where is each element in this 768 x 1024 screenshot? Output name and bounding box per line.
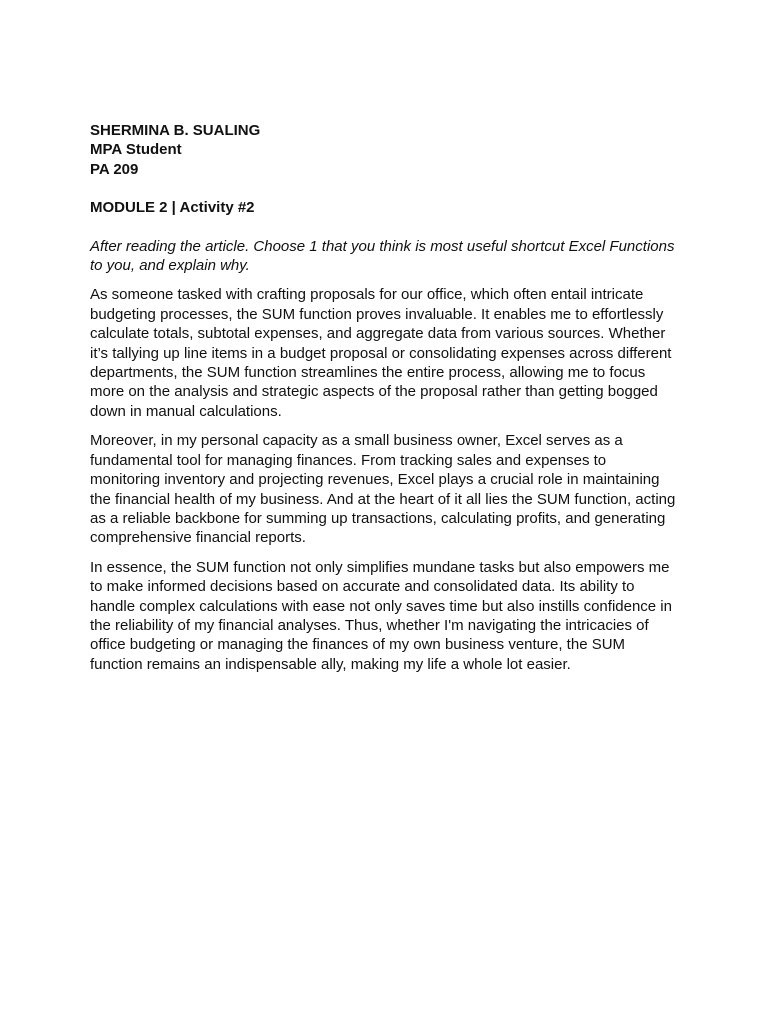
body-paragraph-1: As someone tasked with crafting proposals for our office, which often entail intricate budgeting processes, the SUM function proves invaluable. It enables me to effortlessly calculate totals, subtotal expenses, and aggregate data from various sources. Whether it’s tallying up line items in a budget proposal or consolidating expenses across different departments, the SUM function streamlines the entire process, allowing me to focus more on the analysis and strategic aspects of the proposal rather than getting bogged down in manual calculations. [90, 286, 672, 420]
course-code: PA 209 [90, 160, 139, 178]
activity-prompt: After reading the article. Choose 1 that you think is most useful shortcut Excel Functions to you, and explain why. [90, 237, 675, 275]
body-paragraph-3: In essence, the SUM function not only simplifies mundane tasks but also empowers me to make informed decisions based on accurate and consolidated data. Its ability to handle complex calculations with ease not only saves time but also instills confidence in the reliability of my financial analyses. Thus, whether I'm navigating the intricacies of office budgeting or managing the finances of my own business venture, the SUM function remains an indispensable ally, making my life a whole lot easier. [90, 558, 672, 673]
author-header [90, 121, 680, 179]
module-title: MODULE 2 | Activity #2 [90, 199, 255, 217]
body-paragraph-2: Moreover, in my personal capacity as a small business owner, Excel serves as a fundamental tool for managing finances. From tracking sales and expenses to monitoring inventory and projecting revenues, Excel plays a crucial role in maintaining the financial health of my business. And at the heart of it all lies the SUM function, acting as a reliable backbone for summing up transactions, calculating profits, and generating comprehensive financial reports. [90, 432, 676, 547]
author-role: MPA Student [90, 141, 182, 159]
author-name: SHERMINA B. SUALING [90, 122, 261, 139]
document-page [90, 121, 680, 674]
